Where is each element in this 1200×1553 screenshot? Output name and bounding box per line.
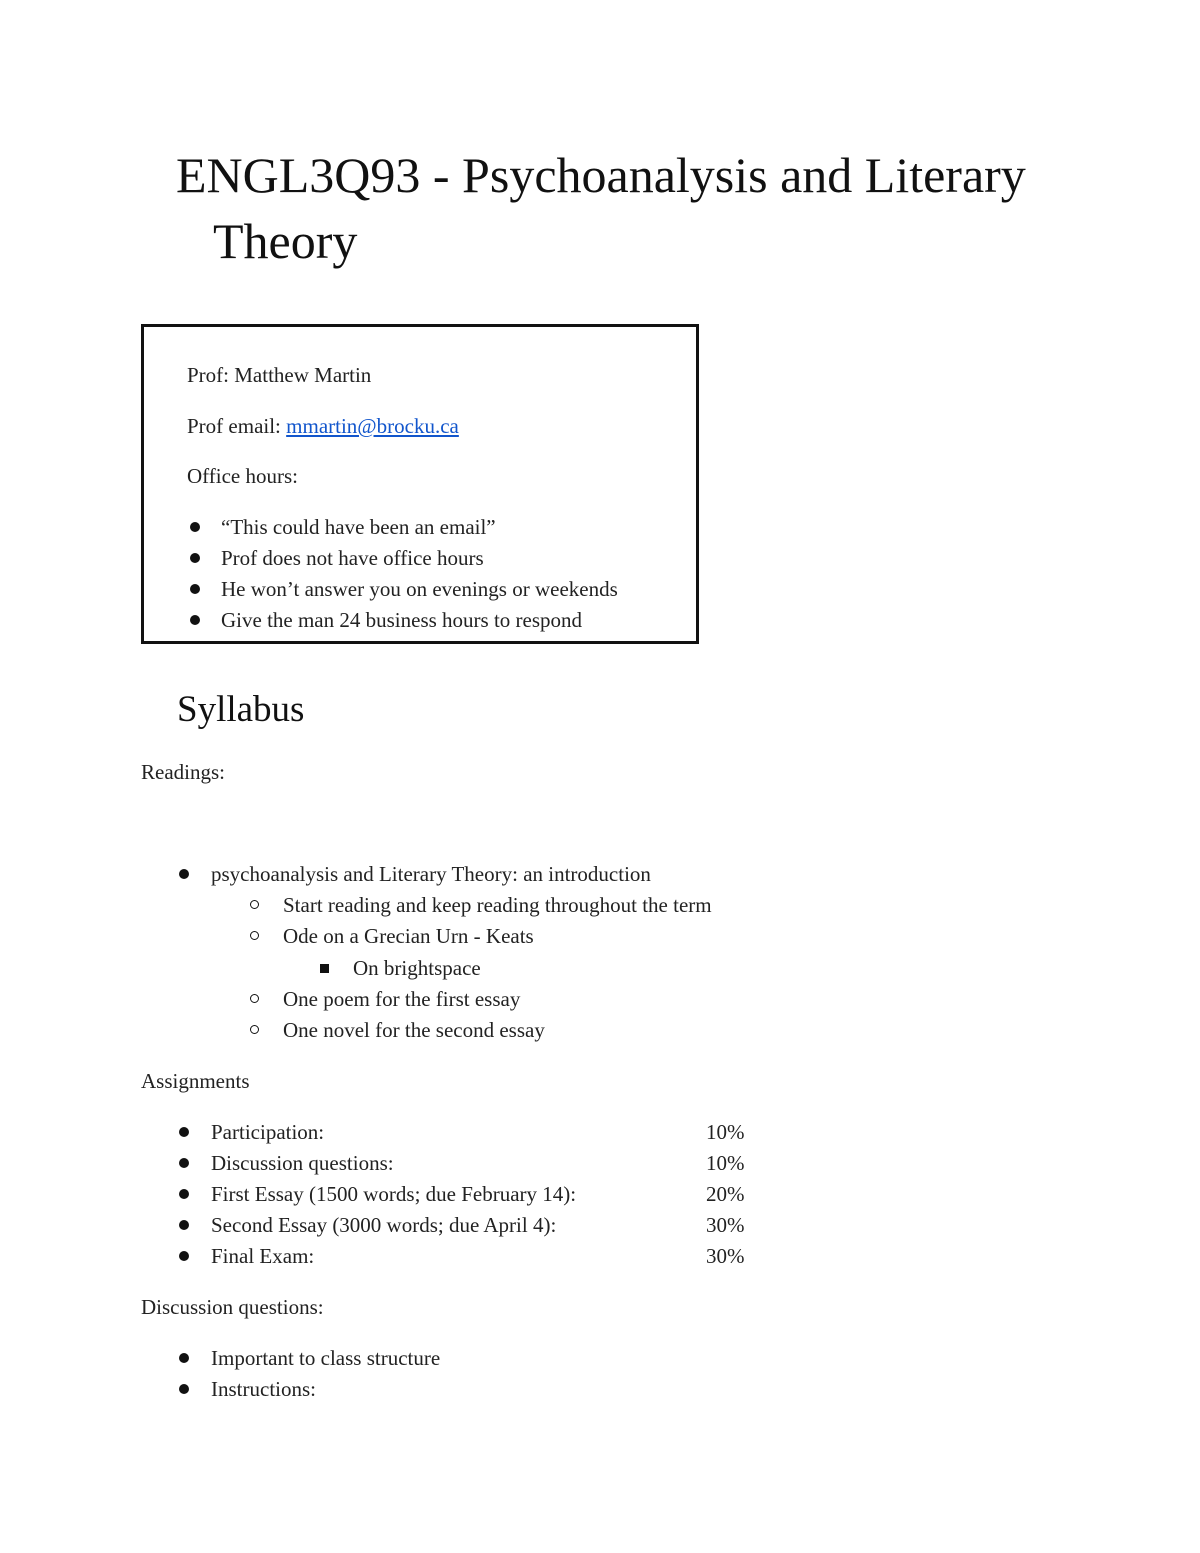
assignment-weight: 30% xyxy=(706,1244,745,1268)
reading-sub-item: One poem for the first essay xyxy=(283,987,521,1011)
assignments-label: Assignments xyxy=(141,1069,250,1093)
page-title xyxy=(176,142,1076,274)
reading-sub-item: Ode on a Grecian Urn - Keats xyxy=(283,924,534,948)
bullet-icon xyxy=(179,1220,189,1230)
bullet-icon xyxy=(179,1189,189,1199)
assignment-name: Second Essay (3000 words; due April 4): xyxy=(211,1213,557,1237)
professor-email-row xyxy=(187,412,459,440)
professor-name: Prof: Matthew Martin xyxy=(187,363,372,387)
professor-email-label: Prof email: xyxy=(187,414,287,438)
reading-main-item: psychoanalysis and Literary Theory: an introduction xyxy=(211,862,651,886)
bullet-icon xyxy=(179,1127,189,1137)
page-title-line-1: ENGL3Q93 - Psychoanalysis and Literary xyxy=(176,147,1026,203)
reading-sub-item: Start reading and keep reading throughout the term xyxy=(283,893,712,917)
assignment-name: Discussion questions: xyxy=(211,1151,394,1175)
assignment-name: First Essay (1500 words; due February 14): xyxy=(211,1182,577,1206)
office-hours-item: Prof does not have office hours xyxy=(221,546,484,570)
office-hours-item: He won’t answer you on evenings or weekends xyxy=(221,577,618,601)
bullet-icon xyxy=(190,522,200,532)
assignment-name: Final Exam: xyxy=(211,1244,315,1268)
discussion-item: Instructions: xyxy=(211,1377,316,1401)
professor-email-link[interactable]: mmartin@brocku.ca xyxy=(286,414,459,438)
bullet-icon xyxy=(190,615,200,625)
assignment-weight: 20% xyxy=(706,1182,745,1206)
page-title-line-2: Theory xyxy=(213,213,358,269)
bullet-icon xyxy=(179,869,189,879)
bullet-icon xyxy=(190,584,200,594)
hollow-bullet-icon xyxy=(250,900,259,909)
bullet-icon xyxy=(179,1384,189,1394)
discussion-questions-label: Discussion questions: xyxy=(141,1295,324,1319)
hollow-bullet-icon xyxy=(250,931,259,940)
assignment-weight: 10% xyxy=(706,1151,745,1175)
office-hours-label: Office hours: xyxy=(187,464,298,488)
discussion-item: Important to class structure xyxy=(211,1346,441,1370)
office-hours-item: “This could have been an email” xyxy=(221,515,496,539)
square-bullet-icon xyxy=(320,964,329,973)
bullet-icon xyxy=(179,1353,189,1363)
assignment-weight: 10% xyxy=(706,1120,745,1144)
office-hours-item: Give the man 24 business hours to respond xyxy=(221,608,583,632)
bullet-icon xyxy=(179,1251,189,1261)
assignment-name: Participation: xyxy=(211,1120,325,1144)
readings-label: Readings: xyxy=(141,760,225,784)
professor-info-box xyxy=(141,324,699,644)
assignment-weight: 30% xyxy=(706,1213,745,1237)
reading-sub-item: One novel for the second essay xyxy=(283,1018,545,1042)
bullet-icon xyxy=(190,553,200,563)
hollow-bullet-icon xyxy=(250,994,259,1003)
bullet-icon xyxy=(179,1158,189,1168)
hollow-bullet-icon xyxy=(250,1025,259,1034)
syllabus-heading: Syllabus xyxy=(177,689,305,730)
reading-subsub-item: On brightspace xyxy=(353,956,481,980)
